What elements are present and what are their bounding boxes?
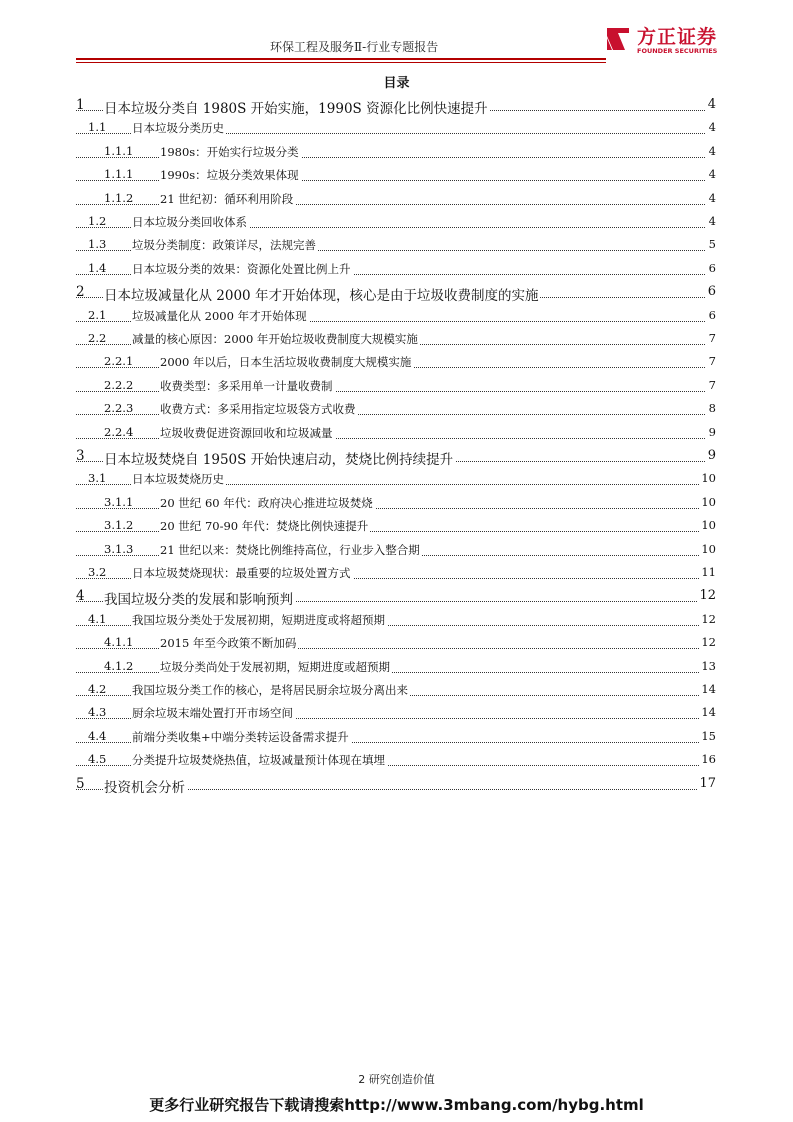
toc-entry-number: 2.2.4 [104,424,134,439]
toc-entry-title[interactable]: 日本垃圾减量化从 2000 年才开始体现，核心是由于垃圾收费制度的实施 [104,284,540,304]
toc-entry-title[interactable]: 1980s：开始实行垃圾分类 [160,144,299,159]
toc-entry[interactable] [0,115,793,139]
toc-entry-page: 14 [701,705,716,720]
toc-entry[interactable] [0,420,793,444]
toc-entry-page: 12 [699,588,716,604]
toc-entry-number: 2.2.1 [104,354,134,369]
toc-entry-title[interactable]: 日本垃圾焚烧历史 [132,472,224,487]
header-divider [76,58,606,60]
toc-entry[interactable] [0,162,793,186]
toc-entry[interactable] [0,466,793,490]
toc-title: 目录 [383,76,410,91]
toc-entry[interactable] [0,396,793,420]
toc-entry-title[interactable]: 收费方式：多采用指定垃圾袋方式收费 [160,402,356,417]
toc-entry-page: 8 [708,401,716,416]
toc-entry[interactable] [0,607,793,631]
logo-english-name: FOUNDER SECURITIES [637,47,718,55]
toc-entry[interactable] [0,747,793,771]
toc-entry-title[interactable]: 我国垃圾分类的发展和影响预判 [104,588,295,608]
toc-entry-number: 3.1.1 [104,494,134,509]
toc-entry-page: 4 [708,190,716,205]
toc-entry-page: 12 [701,635,716,650]
toc-entry-title[interactable]: 2015 年至今政策不断加码 [160,636,297,651]
toc-entry-page: 6 [708,307,716,322]
toc-entry-page: 6 [708,260,716,275]
toc-entry-number: 4.2 [88,682,107,696]
toc-entry-title[interactable]: 我国垃圾分类处于发展初期，短期进度或将超预期 [132,612,385,627]
toc-entry-title[interactable]: 前端分类收集+中端分类转运设备需求提升 [132,729,349,744]
toc-entry-title[interactable]: 20 世纪 70-90 年代：焚烧比例快速提升 [160,519,369,534]
toc-entry-title[interactable]: 收费类型：多采用单一计量收费制 [160,378,333,393]
toc-entry-title[interactable]: 日本垃圾分类自 1980S 开始实施，1990S 资源化比例快速提升 [104,97,490,117]
toc-entry[interactable] [0,677,793,701]
toc-entry-page: 7 [708,331,716,345]
toc-entry[interactable] [0,256,793,280]
toc-entry-page: 9 [708,424,716,439]
toc-entry[interactable] [0,139,793,163]
toc-entry[interactable] [0,349,793,373]
toc-entry-number: 4.3 [88,705,107,720]
toc-entry[interactable] [0,583,793,607]
toc-entry-page: 9 [707,448,716,463]
toc-entry-number: 1.1.1 [104,143,134,158]
toc-entry-title[interactable]: 20 世纪 60 年代：政府决心推进垃圾焚烧 [160,495,373,510]
toc-entry-title[interactable]: 垃圾减量化从 2000 年才开始体现 [132,308,307,323]
toc-entry[interactable] [0,700,793,724]
toc-entry-title[interactable]: 2000 年以后，日本生活垃圾收费制度大规模实施 [160,355,412,370]
toc-entry-page: 5 [708,237,716,252]
toc-entry-number: 2 [76,284,85,301]
toc-entry-page: 10 [701,471,716,486]
toc-entry-number: 1.2 [88,214,107,228]
toc-entry-title[interactable]: 分类提升垃圾焚烧热值，垃圾减量预计体现在填埋 [132,753,385,768]
toc-entry[interactable] [0,92,793,116]
toc-entry-number: 1.1.1 [104,167,134,182]
founder-securities-logo [603,20,723,60]
toc-entry-page: 16 [701,752,716,767]
toc-entry-title[interactable]: 厨余垃圾末端处置打开市场空间 [132,706,293,721]
toc-entry-number: 1.4 [88,260,107,275]
toc-entry-number: 5 [76,775,85,792]
toc-entry[interactable] [0,630,793,654]
toc-entry-number: 3.1.3 [104,541,134,556]
toc-entry-number: 2.2.3 [104,401,134,416]
toc-entry-number: 1.3 [88,237,107,252]
toc-entry-number: 1.1 [88,120,107,135]
toc-entry-number: 1.1.2 [104,190,134,205]
toc-entry-page: 10 [701,541,716,556]
toc-entry-page: 17 [699,775,716,791]
toc-entry[interactable] [0,654,793,678]
toc-entry-page: 4 [708,214,716,228]
toc-entry[interactable] [0,490,793,514]
toc-entry-title[interactable]: 1990s：垃圾分类效果体现 [160,168,299,183]
toc-entry-number: 3.1.2 [104,518,134,533]
toc-entry-number: 4.1 [88,611,107,626]
toc-entry[interactable] [0,186,793,210]
toc-entry-number: 4.5 [88,752,107,767]
toc-entry[interactable] [0,560,793,584]
toc-entry[interactable] [0,209,793,233]
logo-chinese-name: 方正证券 [637,26,718,48]
toc-entry[interactable] [0,303,793,327]
report-header-title: 环保工程及服务Ⅱ-行业专题报告 [270,40,439,54]
toc-entry[interactable] [0,443,793,467]
toc-entry[interactable] [0,537,793,561]
toc-entry-page: 12 [701,611,716,626]
toc-entry-title[interactable]: 日本垃圾分类回收体系 [132,215,247,229]
toc-entry-title[interactable]: 21 世纪初：循环利用阶段 [160,191,294,206]
toc-entry[interactable] [0,279,793,303]
toc-entry-title[interactable]: 垃圾分类制度：政策详尽，法规完善 [132,238,316,253]
toc-entry-title[interactable]: 日本垃圾分类的效果：资源化处置比例上升 [132,261,351,276]
toc-entry[interactable] [0,724,793,748]
toc-entry-title[interactable]: 减量的核心原因：2000 年开始垃圾收费制度大规模实施 [132,332,418,346]
toc-entry-page: 11 [701,565,716,579]
toc-entry-number: 1 [76,97,85,113]
toc-entry-title[interactable]: 我国垃圾分类工作的核心，是将居民厨余垃圾分离出来 [132,683,408,697]
footer-page-label: 2 研究创造价值 [358,1073,435,1086]
toc-entry-number: 2.2.2 [104,377,134,392]
toc-entry-number: 3.2 [88,565,107,579]
toc-entry-title[interactable]: 投资机会分析 [104,776,187,796]
footer-promo-link[interactable]: 更多行业研究报告下载请搜索http://www.3mbang.com/hybg.html [149,1096,644,1114]
toc-entry-page: 6 [707,284,716,300]
toc-entry-page: 4 [708,143,716,158]
toc-entry-page: 4 [708,167,716,182]
toc-entry-number: 2.1 [88,307,107,322]
founder-logo-icon [603,24,633,54]
toc-entry[interactable] [0,513,793,537]
toc-entry-number: 4.1.1 [104,635,134,650]
toc-entry-page: 13 [701,658,716,673]
toc-entry-title[interactable]: 垃圾收费促进资源回收和垃圾减量 [160,425,333,440]
toc-entry-title[interactable]: 日本垃圾焚烧现状：最重要的垃圾处置方式 [132,566,351,580]
toc-entry-page: 7 [708,377,716,392]
toc-entry-title[interactable]: 垃圾分类尚处于发展初期，短期进度或超预期 [160,659,390,674]
toc-entry-page: 10 [701,518,716,533]
toc-entry-number: 4.4 [88,728,107,743]
toc-entry[interactable] [0,326,793,350]
toc-entry[interactable] [0,771,793,795]
toc-entry-number: 2.2 [88,331,107,345]
toc-entry-page: 14 [701,682,716,696]
toc-entry-number: 4 [76,588,85,605]
toc-entry-title[interactable]: 日本垃圾分类历史 [132,121,224,136]
toc-entry-page: 10 [701,494,716,509]
toc-entry-page: 15 [701,728,716,743]
toc-entry-title[interactable]: 21 世纪以来：焚烧比例维持高位，行业步入整合期 [160,542,420,557]
toc-entry-number: 3 [76,448,85,464]
toc-entry-number: 3.1 [88,471,107,486]
toc-entry-page: 4 [707,97,716,112]
toc-entry-page: 7 [708,354,716,369]
toc-entry-title[interactable]: 日本垃圾焚烧自 1950S 开始快速启动，焚烧比例持续提升 [104,448,455,468]
toc-entry-page: 4 [708,120,716,135]
toc-entry-number: 4.1.2 [104,658,134,673]
header-divider-thin [76,62,606,63]
toc-entry[interactable] [0,373,793,397]
toc-entry[interactable] [0,232,793,256]
